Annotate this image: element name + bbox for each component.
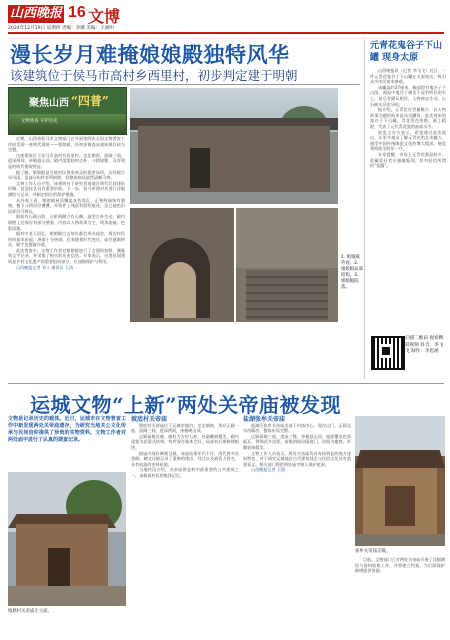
paragraph: 正殿前檐设廊，廊柱为方形石柱，柱础雕刻精美。殿内梁架为抬梁式结构，构件保存基本完好，局部有后期修缮痕迹。: [131, 433, 239, 450]
section-divider: [8, 383, 444, 384]
sidebar-paragraph: 该罐高约27厘米，腹部绘有鬼谷子下山图，画面中鬼谷子端坐于虎豹所拉的车上，前后有随从相伴，人物神态生动，山石树木层次分明。: [370, 84, 446, 107]
paragraph: 据庙内现存碑刻记载，该庙始建年代不详，清代曾多次重修。碑文详细记录了重修的缘由、经过以及捐资人姓名，具有较高的史料价值。: [131, 450, 239, 467]
paragraph: 盐湖区张牟关帝庙坐落于村落中心，现存山门、正殿及东西厢房，整体布局完整。: [243, 422, 351, 434]
section-name: 文博: [88, 7, 121, 26]
sidebar-paragraph: 专家提醒，市场上元青花赝品较多，收藏爱好者应谨慎甄别，切勿轻信所谓的“捡漏”。: [370, 151, 446, 169]
header-rule: [8, 32, 444, 34]
byline: 山西晚报记者 王娟: [251, 467, 286, 473]
paragraph: 目前，文物部门已对两处关帝庙开展了详细测绘与资料收集工作，并将建立档案，为后续保护修缮提供依据。: [355, 557, 445, 574]
banner-title: 聚焦山西: [29, 98, 69, 109]
banner-quote: “四普”: [71, 94, 109, 108]
section2-headline: 运城文物“上新”两处关帝庙被发现: [30, 393, 342, 417]
issue-info: 2024年12月19日 星期四 责编：李娜 美编：王丽明: [8, 26, 114, 31]
photo-podi-temple: [8, 472, 126, 606]
lead-paragraph: 这座建筑位于侯马市高村乡西里村，坐北朝南，面阔三间，进深两间，单檐悬山顶。殿内梁架结构古朴，斗拱规整，具有明显的明代建筑特征。: [8, 152, 125, 169]
banner-subtitle: 文物普查 守护历史: [21, 119, 58, 124]
sidebar-paragraph: 山西晚报讯（记者 李飞飞）近日，一件元青花鬼谷子下山罐在太原展出，吸引众多市民前来参观。: [370, 68, 446, 85]
qr-code-icon[interactable]: [371, 336, 405, 370]
photo-zhangmou-temple: [355, 416, 445, 546]
section2-col2: [243, 417, 351, 635]
sidebar-divider: [364, 39, 365, 379]
photo-caption: 1. 娘娘殿外观。2. 娘娘殿局部结构。3. 娘娘殿院落。: [341, 255, 363, 290]
section2-col3: [355, 557, 445, 635]
photo-temple-interior: [130, 208, 234, 322]
sidebar-paragraph: 据介绍，元青花存世量稀少，以人物故事为题材的更是凤毛麟角。此次展出的鬼谷子下山罐，青花发色浓艳，画工精湛，代表了元代青花瓷的最高水平。: [370, 107, 446, 129]
sidebar-headline: 元青花鬼谷子下山罐 现身太原: [370, 41, 443, 63]
lead-rule: [8, 84, 360, 85]
lead-paragraph: 近期，山西省侯马市文物部门在开展第四次全国文物普查工作时发现一座明代建筑——娘娘殿，经初步调查该建筑保存较为完整。: [8, 136, 125, 153]
lead-body-col1: [8, 136, 125, 322]
photo-temple-courtyard: [236, 208, 338, 322]
paragraph: 文物工作人员表示，两处关帝庙均具有较明显的地方建筑特色，对于研究运城地区古代建筑技艺与民俗文化具有重要意义。相关部门将把两处庙宇纳入保护范围。: [243, 450, 351, 467]
subheading: 坡底村关帝庙: [131, 416, 168, 423]
qr-caption: 扫描二维码 观看精彩视频 抖音：李飞飞 制作：李思涵: [405, 336, 444, 354]
photo-caption: 张牟关帝庙正殿。: [355, 549, 391, 554]
lead-paragraph: 殿前有石砌台阶，台阶两侧立有石狮，造型古朴生动。殿内墙壁上还保存有部分壁画，内容以人物故事为主，线条流畅，色彩淡雅。: [8, 214, 125, 231]
page-number: 16: [68, 4, 86, 21]
photo-temple-exterior: [130, 88, 338, 204]
paragraph: 正殿面阔三间，进深三椽，单檐悬山顶，屋面覆灰色筒板瓦，脊饰花卉纹样。前檐明间设隔扇门，次间为槛窗，木雕装饰精美。: [243, 433, 351, 450]
lead-paragraph: 据村中老人回忆，娘娘殿过去每年都会举办庙会，周边村民纷纷前来祈福，场面十分热闹。后来随着时代变迁，庙会逐渐停办，殿宇也逐渐冷落。: [8, 231, 125, 248]
paragraph: 坡底村关帝庙位于运城市境内，坐北朝南，现存正殿一座，面阔三间，进深两间，单檐硬山顶。: [131, 422, 239, 434]
lead-byline: 山西晚报记者 刘工 通讯员 王涛: [16, 264, 74, 270]
column-banner: [8, 87, 127, 135]
newspaper-logo: 山西晚报: [9, 6, 62, 21]
section2-col1: [131, 417, 239, 635]
sidebar-paragraph: 展览主办方表示，希望通过此次展出，让更多观众了解元青花的艺术魅力，感受中国传统陶瓷文化的博大精深。展览将持续至明年一月。: [370, 129, 446, 152]
sidebar-body: [370, 68, 446, 304]
lead-headline: 漫长岁月难掩娘娘殿独特风华: [10, 42, 290, 67]
paragraph: 当地村民介绍，关帝庙曾是村中最重要的公共建筑之一，承载着村民的集体记忆。: [131, 467, 239, 478]
subheading: 盐湖张牟关帝庙: [243, 416, 286, 423]
lead-subheadline: 该建筑位于侯马市高村乡西里村，初步判定建于明朝: [10, 68, 298, 83]
lead-paragraph: 据了解，娘娘殿是当地村民供奉神灵的重要场所，历经数百年风雨，虽部分构件有所损毁，但整体格局依然清晰可辨。: [8, 169, 125, 181]
lead-paragraph: 此次普查中，文物工作者对娘娘殿进行了全面的拍照、测量和文字记录，并采集了相关的历史信息。专家表示，这类民间建筑是乡村文化遗产的重要组成部分，应加强保护与利用。: [8, 247, 125, 265]
lead-paragraph: 从外观上看，娘娘殿屋顶覆盖灰色筒瓦，正脊两端饰有鸱吻，檐下斗拱层层叠叠，木构件上残留有彩绘痕迹，虽已褪色但纹样仍可辨认。: [8, 197, 125, 214]
lead-paragraph: 文物工作人员介绍，该建筑对于研究晋南地区明代民间建筑形制、营造技艺具有重要价值。下一步，侯马市将对其进行详细测绘与记录，并制定相应的保护措施。: [8, 180, 125, 197]
photo-caption: 坡底村关帝庙正立面。: [8, 609, 52, 614]
section2-intro: 文物是记录历史的载体。近日，运城市在文物普查工作中新发现两处关帝庙遗存，为研究当地关公文化传承与民间信仰提供了珍贵的实物资料。文物工作者对两处庙宇进行了认真的调查记录。: [8, 416, 126, 443]
